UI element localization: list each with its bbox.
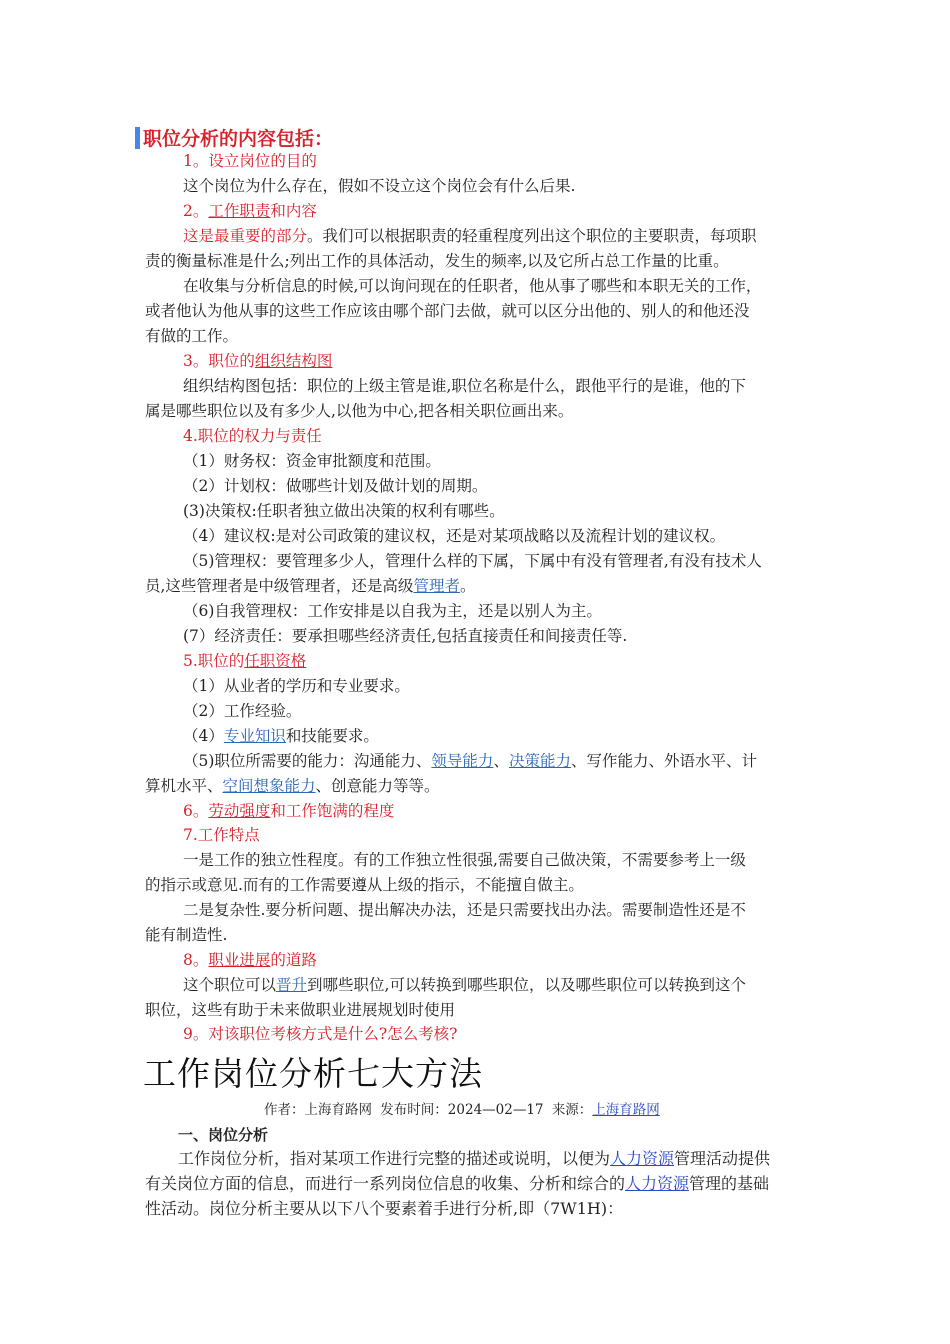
link-professional-knowledge[interactable]: 专业知识: [223, 727, 286, 745]
paragraph-3a: 组织结构图包括：职位的上级主管是谁,职位名称是什么，跟他平行的是谁，他的下: [183, 377, 746, 395]
link-labor-intensity[interactable]: 劳动强度: [208, 802, 271, 820]
qual-4: （4）专业知识和技能要求。: [183, 727, 379, 745]
link-work-duties[interactable]: 工作职责: [208, 202, 271, 220]
paragraph-7b: 的指示或意见.而有的工作需要遵从上级的指示，不能擅自做主。: [145, 876, 584, 894]
right-2: （2）计划权：做哪些计划及做计划的周期。: [183, 477, 488, 495]
article-title: 工作岗位分析七大方法: [143, 1054, 483, 1093]
link-hr-2[interactable]: 人力资源: [625, 1174, 690, 1193]
meta-time: 发布时间：2024—02—17: [380, 1102, 544, 1118]
link-promotion[interactable]: 晋升: [276, 976, 308, 994]
article-meta: [264, 1098, 664, 1118]
item-7: 7.工作特点: [183, 826, 260, 844]
paragraph-2a: 这是最重要的部分。我们可以根据职责的轻重程度列出这个职位的主要职责，每项职: [183, 227, 757, 245]
section-1-line-a: 工作岗位分析，指对某项工作进行完整的描述或说明，以便为人力资源管理活动提供: [178, 1149, 771, 1168]
item-5: 5.职位的任职资格: [183, 652, 307, 670]
right-5a: （5)管理权：要管理多少人，管理什么样的下属，下属中有没有管理者,有没有技术人: [183, 552, 762, 570]
right-1: （1）财务权：资金审批额度和范围。: [183, 452, 441, 470]
section-1-line-c: 性活动。岗位分析主要从以下八个要素着手进行分析,即（7W1H)：: [145, 1199, 624, 1218]
qual-5a: （5)职位所需要的能力：沟通能力、领导能力、决策能力、写作能力、外语水平、计: [183, 752, 757, 770]
right-4: （4）建议权:是对公司政策的建议权，还是对某项战略以及流程计划的建议权。: [183, 527, 726, 545]
item-3: 3。职位的组织结构图: [183, 352, 333, 370]
meta-source-label: 来源：: [551, 1102, 593, 1118]
link-leadership[interactable]: 领导能力: [431, 752, 494, 770]
paragraph-8a: 这个职位可以晋升到哪些职位,可以转换到哪些职位，以及哪些职位可以转换到这个: [183, 976, 746, 994]
link-decision[interactable]: 决策能力: [508, 752, 571, 770]
right-5b: 员,这些管理者是中级管理者，还是高级管理者。: [145, 577, 476, 595]
paragraph-1: 这个岗位为什么存在，假如不设立这个岗位会有什么后果.: [183, 177, 576, 195]
paragraph-8b: 职位，这些有助于未来做职业进展规划时使用: [145, 1001, 456, 1019]
qual-1: （1）从业者的学历和专业要求。: [183, 677, 410, 695]
right-6: （6)自我管理权：工作安排是以自我为主，还是以别人为主。: [183, 602, 602, 620]
item-6: 6。劳动强度和工作饱满的程度: [183, 802, 395, 820]
right-3: (3)决策权:任职者独立做出决策的权利有哪些。: [183, 502, 505, 520]
section-heading: [135, 124, 333, 151]
paragraph-2c: 在收集与分析信息的时候,可以询问现在的任职者，他从事了哪些和本职无关的工作，: [183, 277, 762, 295]
paragraph-7d: 能有制造性.: [145, 926, 228, 944]
right-7: (7）经济责任：要承担哪些经济责任,包括直接责任和间接责任等.: [183, 627, 628, 645]
section-1-line-b: 有关岗位方面的信息，而进行一系列岗位信息的收集、分析和综合的人力资源管理的基础: [145, 1174, 770, 1193]
paragraph-3b: 属是哪些职位以及有多少人,以他为中心,把各相关职位画出来。: [145, 402, 574, 420]
link-spatial[interactable]: 空间想象能力: [222, 777, 316, 795]
item-1: 1。设立岗位的目的: [183, 152, 317, 170]
paragraph-7c: 二是复杂性.要分析问题、提出解决办法，还是只需要找出办法。需要制造性还是不: [183, 901, 746, 919]
meta-source-link[interactable]: 上海育路网: [592, 1102, 660, 1118]
link-manager[interactable]: 管理者: [413, 577, 460, 595]
paragraph-7a: 一是工作的独立性程度。有的工作独立性很强,需要自己做决策，不需要参考上一级: [183, 851, 746, 869]
paragraph-2b: 责的衡量标准是什么;列出工作的具体活动，发生的频率,以及它所占总工作量的比重。: [145, 252, 729, 270]
link-org-chart[interactable]: 组织结构图: [254, 352, 333, 370]
item-2: 2。工作职责和内容: [183, 202, 317, 220]
paragraph-2e: 有做的工作。: [145, 327, 239, 345]
heading-bar: [135, 127, 140, 149]
link-career[interactable]: 职业进展: [208, 951, 271, 969]
section-1-heading: 一、岗位分析: [178, 1126, 269, 1144]
item-9: 9。对该职位考核方式是什么?怎么考核?: [183, 1025, 458, 1043]
heading-text: 职位分析的内容包括：: [143, 128, 334, 150]
qual-2: （2）工作经验。: [183, 702, 302, 720]
qual-5b: 算机水平、空间想象能力、创意能力等等。: [145, 777, 440, 795]
paragraph-2d: 或者他认为他从事的这些工作应该由哪个部门去做，就可以区分出他的、别人的和他还没: [145, 302, 750, 320]
link-hr-1[interactable]: 人力资源: [610, 1149, 675, 1168]
meta-author: 作者：上海育路网: [264, 1102, 372, 1118]
item-8: 8。职业进展的道路: [183, 951, 317, 969]
item-4: 4.职位的权力与责任: [183, 427, 322, 445]
link-qualification[interactable]: 任职资格: [244, 652, 307, 670]
